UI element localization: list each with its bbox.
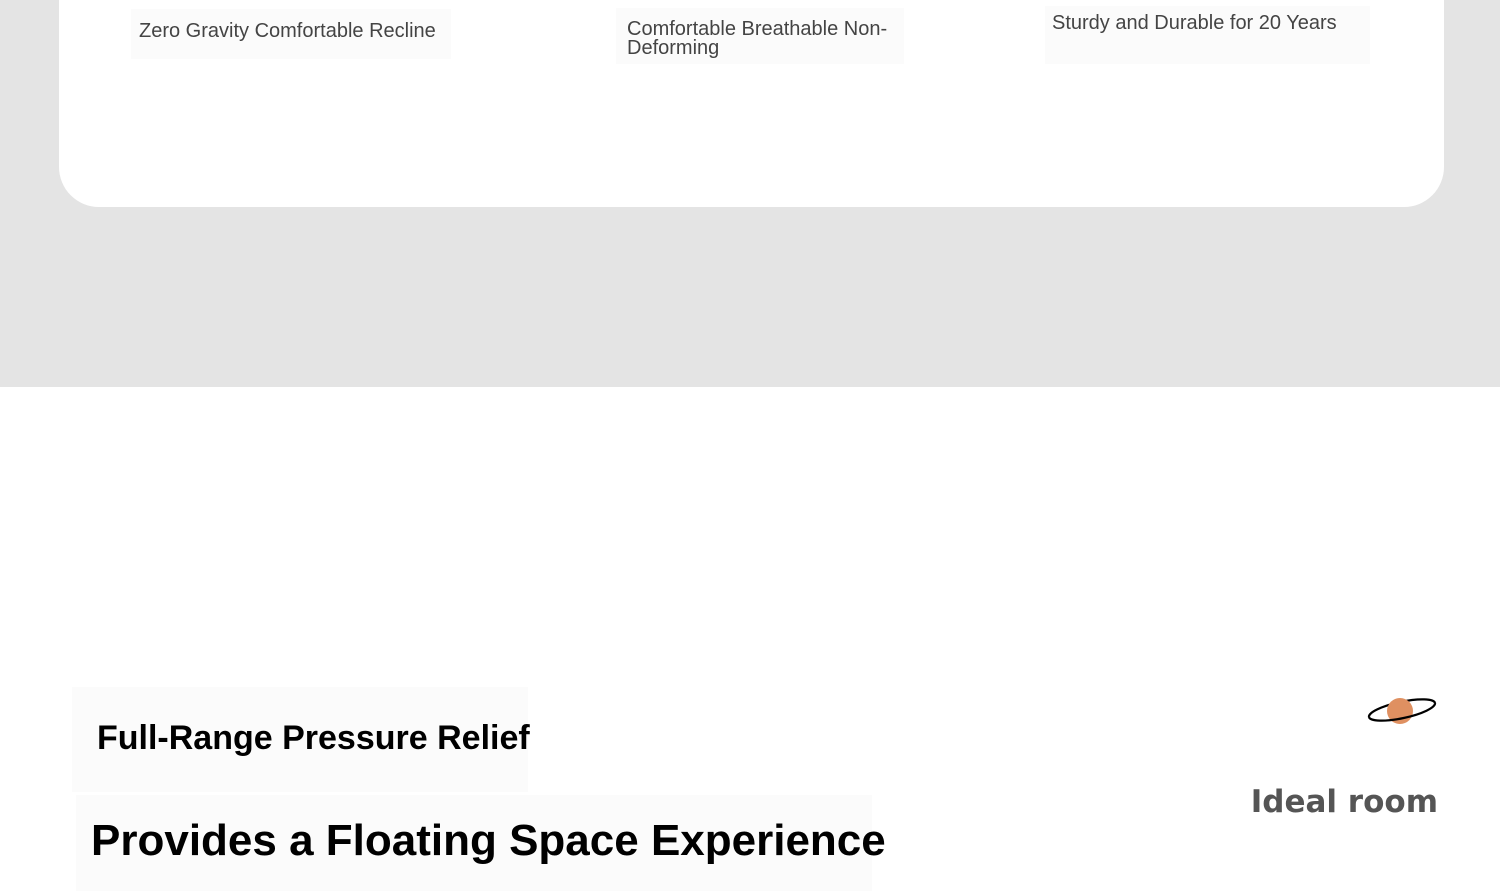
ideal-room-label: Ideal room <box>1250 784 1438 820</box>
feature-durable: Sturdy and Durable for 20 Years <box>1045 6 1370 64</box>
features-section <box>0 0 1500 387</box>
hero-title: Provides a Floating Space Experience <box>76 795 872 891</box>
feature-breathable: Comfortable Breathable Non-Deforming <box>616 8 904 64</box>
feature-zero-gravity: Zero Gravity Comfortable Recline <box>131 9 451 59</box>
planet-icon <box>1364 692 1440 730</box>
hero-subtitle: Full-Range Pressure Relief <box>72 687 528 792</box>
